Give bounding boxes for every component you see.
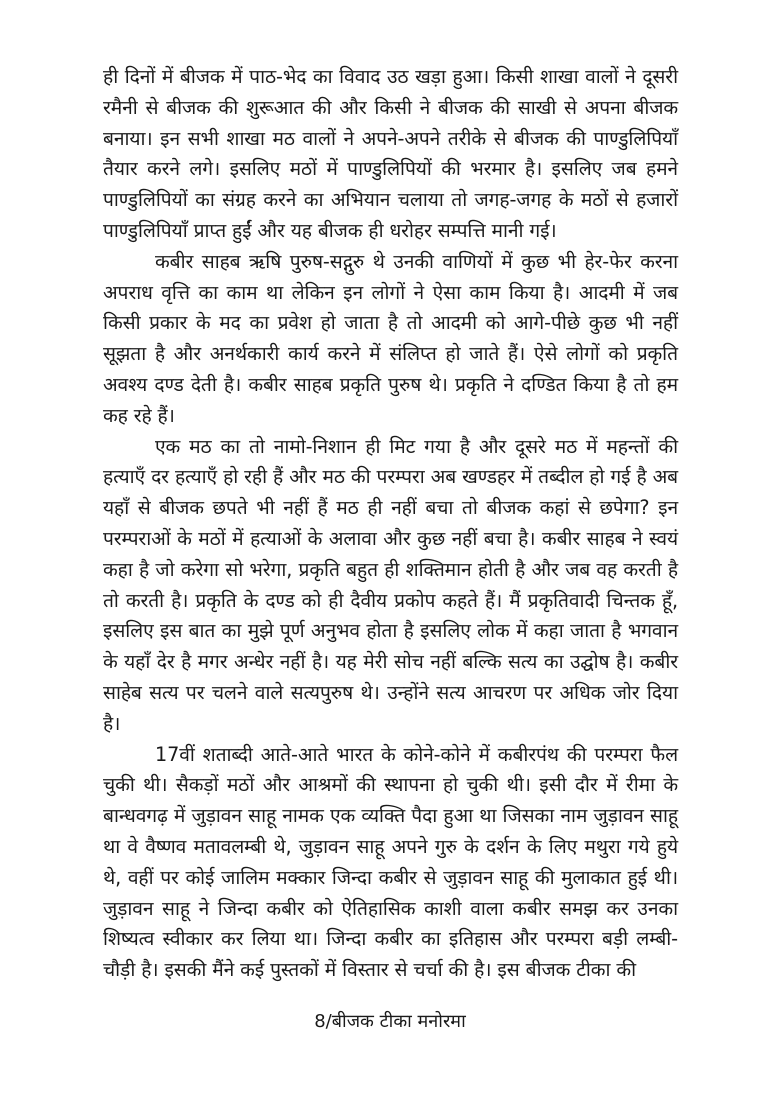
page-footer: 8/बीजक टीका मनोरमा bbox=[314, 1011, 466, 1032]
body-text bbox=[103, 62, 678, 986]
paragraph-1: ही दिनों में बीजक में पाठ-भेद का विवाद उठ खड़ा हुआ। किसी शाखा वालों ने दूसरी रमैनी से बीजक की शुरूआत की और किसी ने बीजक की साखी से अपना बीजक बनाया। इन सभी शाखा मठ वालों ने अपने-अपने तरीके से बीजक की पाण्डुलिपियाँ तैयार करने लगे। इसलिए मठों में पाण्डुलिपियों की भरमार है। इसलिए जब हमने पाण्डुलिपियों का संग्रह करने का अभियान चलाया तो जगह-जगह के मठों से हजारों पाण्डुलिपियाँ प्राप्त हुईं और यह बीजक ही धरोहर सम्पत्ति मानी गई। bbox=[103, 65, 678, 242]
paragraph-3: एक मठ का तो नामो-निशान ही मिट गया है और दूसरे मठ में महन्तों की हत्याएँ दर हत्याएँ हो रही हैं और मठ की परम्परा अब खण्डहर में तब्दील हो गई है अब यहाँ से बीजक छपते भी नहीं हैं मठ ही नहीं बचा तो बीजक कहां से छपेगा? इन परम्पराओं के मठों में हत्याओं के अलावा और कुछ नहीं बचा है। कबीर साहब ने स्वयं कहा है जो करेगा सो भरेगा, प्रकृति बहुत ही शक्तिमान होती है और जब वह करती है तो करती है। प्रकृति के दण्ड को ही दैवीय प्रकोप कहते हैं। मैं प्रकृतिवादी चिन्तक हूँ, इसलिए इस बात का मुझे पूर्ण अनुभव होता है इसलिए लोक में कहा जाता है भगवान के यहाँ देर है मगर अन्धेर नहीं है। यह मेरी सोच नहीं बल्कि सत्य का उद्घोष है। कबीर साहेब सत्य पर चलने वाले सत्यपुरुष थे। उन्होंने सत्य आचरण पर अधिक जोर दिया है। bbox=[103, 434, 678, 735]
paragraph-2: कबीर साहब ऋषि पुरुष-सद्गुरु थे उनकी वाणियों में कुछ भी हेर-फेर करना अपराध वृत्ति का काम था लेकिन इन लोगों ने ऐसा काम किया है। आदमी में जब किसी प्रकार के मद का प्रवेश हो जाता है तो आदमी को आगे-पीछे कुछ भी नहीं सूझता है और अनर्थकारी कार्य करने में संलिप्त हो जाते हैं। ऐसे लोगों को प्रकृति अवश्य दण्ड देती है। कबीर साहब प्रकृति पुरुष थे। प्रकृति ने दण्डित किया है तो हम कह रहे हैं। bbox=[103, 249, 678, 427]
paragraph-4: 17वीं शताब्दी आते-आते भारत के कोने-कोने में कबीरपंथ की परम्परा फैल चुकी थी। सैकड़ों मठों और आश्रमों की स्थापना हो चुकी थी। इसी दौर में रीमा के बान्धवगढ़ में जुड़ावन साहू नामक एक व्यक्ति पैदा हुआ था जिसका नाम जुड़ावन साहू था वे वैष्णव मतावलम्बी थे, जुड़ावन साहू अपने गुरु के दर्शन के लिए मथुरा गये हुये थे, वहीं पर कोई जालिम मक्कार जिन्दा कबीर से जुड़ावन साहू की मुलाकात हुई थी। जुड़ावन साहू ने जिन्दा कबीर को ऐतिहासिक काशी वाला कबीर समझ कर उनका शिष्यत्व स्वीकार कर लिया था। जिन्दा कबीर का इतिहास और परम्परा बड़ी लम्बी-चौड़ी है। इसकी मैंने कई पुस्तकों में विस्तार से चर्चा की है। इस बीजक टीका की bbox=[103, 742, 678, 982]
